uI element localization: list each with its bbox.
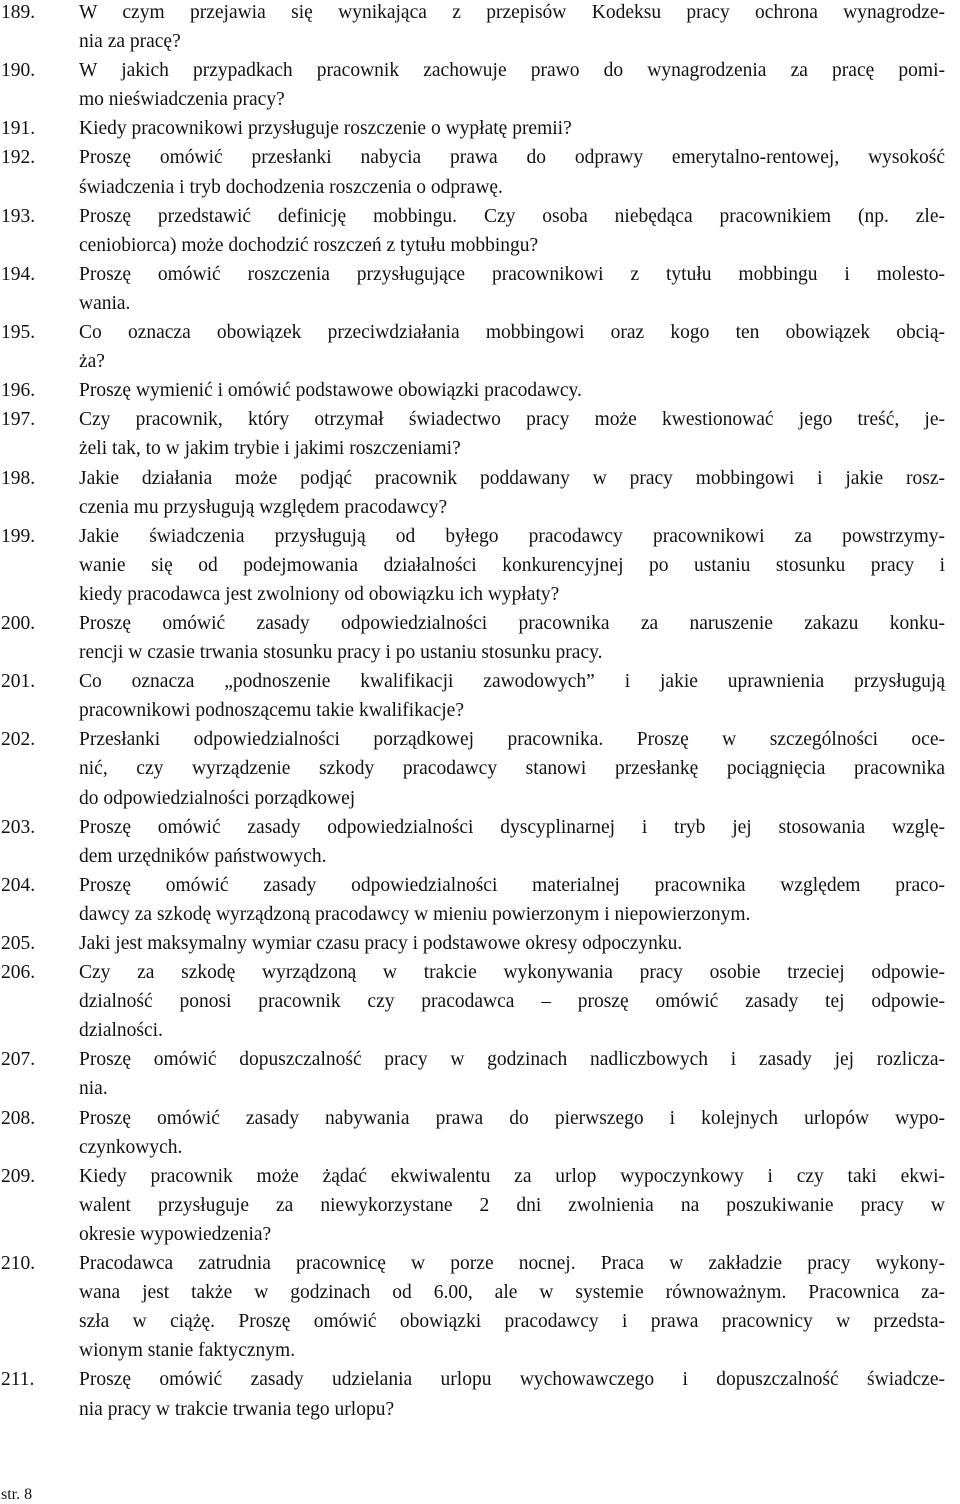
question-text <box>79 1249 945 1365</box>
question-text-line: W czym przejawia się wynikająca z przepisów Kodeksu pracy ochrona wynagrodze- <box>79 2 945 23</box>
question-number: 206. <box>1 962 36 984</box>
question-item <box>0 405 960 463</box>
question-text <box>79 1162 945 1249</box>
question-text <box>79 1104 945 1162</box>
question-text <box>79 318 945 376</box>
question-text <box>79 725 945 812</box>
question-number: 201. <box>1 671 36 693</box>
question-text-line: wania. <box>79 292 131 314</box>
question-text-line: czynkowych. <box>79 1136 183 1158</box>
question-item <box>0 114 960 143</box>
page-number: str. 8 <box>1 1486 33 1503</box>
question-text-line: Proszę omówić roszczenia przysługujące pracownikowi z tytułu mobbingu i molesto- <box>79 263 945 285</box>
question-text <box>79 522 945 609</box>
question-text-line: Jaki jest maksymalny wymiar czasu pracy i podstawowe okresy odpoczynku. <box>79 933 683 954</box>
question-item <box>0 1104 960 1162</box>
question-number: 191. <box>1 118 36 140</box>
question-text-line: nia pracy w trakcie trwania tego urlopu? <box>79 1398 395 1420</box>
question-text-line: świadczenia i tryb dochodzenia roszczenia o odprawę. <box>79 176 503 198</box>
question-text-line: Jakie działania może podjąć pracownik poddawany w pracy mobbingowi i jakie rosz- <box>79 467 945 489</box>
question-item <box>0 56 960 114</box>
question-number: 202. <box>1 729 36 751</box>
question-text-line: Pracodawca zatrudnia pracownicę w porze nocnej. Praca w zakładzie pracy wykony- <box>79 1253 945 1275</box>
question-text-line: nia. <box>79 1078 108 1100</box>
question-number: 204. <box>1 874 36 896</box>
question-item <box>0 1365 960 1423</box>
question-text-line: do odpowiedzialności porządkowej <box>79 787 356 809</box>
question-item <box>0 1045 960 1103</box>
question-number: 210. <box>1 1253 36 1275</box>
question-item <box>0 725 960 812</box>
question-text-line: wanie się od podejmowania działalności konkurencyjnej po ustaniu stosunku pracy i <box>79 554 945 576</box>
question-number: 193. <box>1 205 36 227</box>
question-text-line: Proszę omówić przesłanki nabycia prawa do odprawy emerytalno-rentowej, wysokość <box>79 147 945 169</box>
question-text <box>79 376 945 405</box>
question-text-line: walent przysługuje za niewykorzystane 2 dni zwolnienia na poszukiwanie pracy w <box>79 1194 945 1216</box>
question-text-line: dawcy za szkodę wyrządzoną pracodawcy w mieniu powierzonym i niepowierzonym. <box>79 903 751 925</box>
question-number: 189. <box>1 2 36 23</box>
question-number: 211. <box>1 1369 35 1391</box>
question-text-line: żeli tak, to w jakim trybie i jakimi roszczeniami? <box>79 438 461 460</box>
question-text <box>79 405 945 463</box>
question-item <box>0 522 960 609</box>
question-item <box>0 1162 960 1249</box>
question-number: 197. <box>1 409 36 431</box>
question-item <box>0 813 960 871</box>
question-text <box>79 929 945 958</box>
question-item <box>0 0 960 56</box>
question-item <box>0 1249 960 1365</box>
question-text-line: Proszę omówić zasady nabywania prawa do pierwszego i kolejnych urlopów wypo- <box>79 1107 945 1129</box>
question-text-line: ceniobiorca) może dochodzić roszczeń z tytułu mobbingu? <box>79 234 539 256</box>
question-text-line: Proszę omówić zasady odpowiedzialności materialnej pracownika względem praco- <box>79 874 945 896</box>
question-number: 195. <box>1 322 36 344</box>
question-text-line: Co oznacza „podnoszenie kwalifikacji zawodowych” i jakie uprawnienia przysługują <box>79 671 945 693</box>
question-text-line: wionym stanie faktycznym. <box>79 1340 296 1362</box>
question-item <box>0 202 960 260</box>
question-text <box>79 609 945 667</box>
question-text-line: czenia mu przysługują względem pracodawcy? <box>79 496 448 518</box>
question-item <box>0 260 960 318</box>
question-text-line: wana jest także w godzinach od 6.00, ale w systemie równoważnym. Pracownica za- <box>79 1282 945 1304</box>
question-number: 192. <box>1 147 36 169</box>
question-text-line: Proszę omówić dopuszczalność pracy w godzinach nadliczbowych i zasady jej rozlicza- <box>79 1049 945 1071</box>
question-text-line: Czy pracownik, który otrzymał świadectwo pracy może kwestionować jego treść, je- <box>79 409 945 431</box>
question-number: 208. <box>1 1107 36 1129</box>
question-number: 190. <box>1 60 36 82</box>
question-text-line: szła w ciążę. Proszę omówić obowiązki pracodawcy i prawa pracownicy w przedsta- <box>79 1311 945 1333</box>
question-text-line: pracownikowi podnoszącemu takie kwalifikacje? <box>79 700 464 722</box>
question-number: 203. <box>1 816 36 838</box>
question-text-line: Kiedy pracownikowi przysługuje roszczenie o wypłatę premii? <box>79 118 572 140</box>
question-item <box>0 667 960 725</box>
question-text <box>79 667 945 725</box>
question-text-line: okresie wypowiedzenia? <box>79 1223 272 1245</box>
question-text-line: W jakich przypadkach pracownik zachowuje prawo do wynagrodzenia za pracę pomi- <box>79 60 945 82</box>
question-text <box>79 114 945 143</box>
question-text <box>79 871 945 929</box>
question-number: 199. <box>1 525 36 547</box>
question-text-line: Proszę przedstawić definicję mobbingu. Czy osoba niebędąca pracownikiem (np. zle- <box>79 205 945 227</box>
question-number: 194. <box>1 263 36 285</box>
question-number: 198. <box>1 467 36 489</box>
question-item <box>0 464 960 522</box>
question-text-line: dem urzędników państwowych. <box>79 845 327 867</box>
question-text-line: Proszę wymienić i omówić podstawowe obowiązki pracodawcy. <box>79 380 582 402</box>
question-text-line: Czy za szkodę wyrządzoną w trakcie wykonywania pracy osobie trzeciej odpowie- <box>79 962 945 984</box>
question-text-line: nia za pracę? <box>79 31 181 53</box>
question-item <box>0 318 960 376</box>
question-text <box>79 1045 945 1103</box>
question-number: 196. <box>1 380 36 402</box>
question-text-line: Proszę omówić zasady odpowiedzialności dyscyplinarnej i tryb jej stosowania wzglę- <box>79 816 945 838</box>
question-item <box>0 929 960 958</box>
question-text <box>79 202 945 260</box>
question-text-line: kiedy pracodawca jest zwolniony od obowiązku ich wypłaty? <box>79 583 560 605</box>
question-item <box>0 871 960 929</box>
question-item <box>0 376 960 405</box>
question-number: 209. <box>1 1165 36 1187</box>
question-text-line: dzialność ponosi pracownik czy pracodawca – proszę omówić zasady tej odpowie- <box>79 991 945 1013</box>
question-number: 200. <box>1 612 36 634</box>
question-text-line: Co oznacza obowiązek przeciwdziałania mobbingowi oraz kogo ten obowiązek obcią- <box>79 322 945 344</box>
question-item <box>0 143 960 201</box>
question-text-line: rencji w czasie trwania stosunku pracy i po ustaniu stosunku pracy. <box>79 642 603 664</box>
question-item <box>0 958 960 1045</box>
question-text-line: Jakie świadczenia przysługują od byłego pracodawcy pracownikowi za powstrzymy- <box>79 525 945 547</box>
question-text-line: Proszę omówić zasady udzielania urlopu wychowawczego i dopuszczalność świadcze- <box>79 1369 945 1391</box>
question-number: 207. <box>1 1049 36 1071</box>
question-text-line: ża? <box>79 351 105 373</box>
question-text-line: nić, czy wyrządzenie szkody pracodawcy stanowi przesłankę pociągnięcia pracownika <box>79 758 945 780</box>
question-text-line: Proszę omówić zasady odpowiedzialności pracownika za naruszenie zakazu konku- <box>79 612 945 634</box>
question-text-line: mo nieświadczenia pracy? <box>79 89 285 111</box>
question-number: 205. <box>1 933 36 954</box>
question-text <box>79 56 945 114</box>
question-text <box>79 0 945 56</box>
question-text-line: dzialności. <box>79 1020 163 1042</box>
question-text-line: Kiedy pracownik może żądać ekwiwalentu za urlop wypoczynkowy i czy taki ekwi- <box>79 1165 945 1187</box>
question-text <box>79 143 945 201</box>
question-text <box>79 958 945 1045</box>
question-text <box>79 464 945 522</box>
question-text <box>79 813 945 871</box>
question-item <box>0 609 960 667</box>
question-text-line: Przesłanki odpowiedzialności porządkowej pracownika. Proszę w szczególności oce- <box>79 729 945 751</box>
question-text <box>79 260 945 318</box>
question-text <box>79 1365 945 1423</box>
